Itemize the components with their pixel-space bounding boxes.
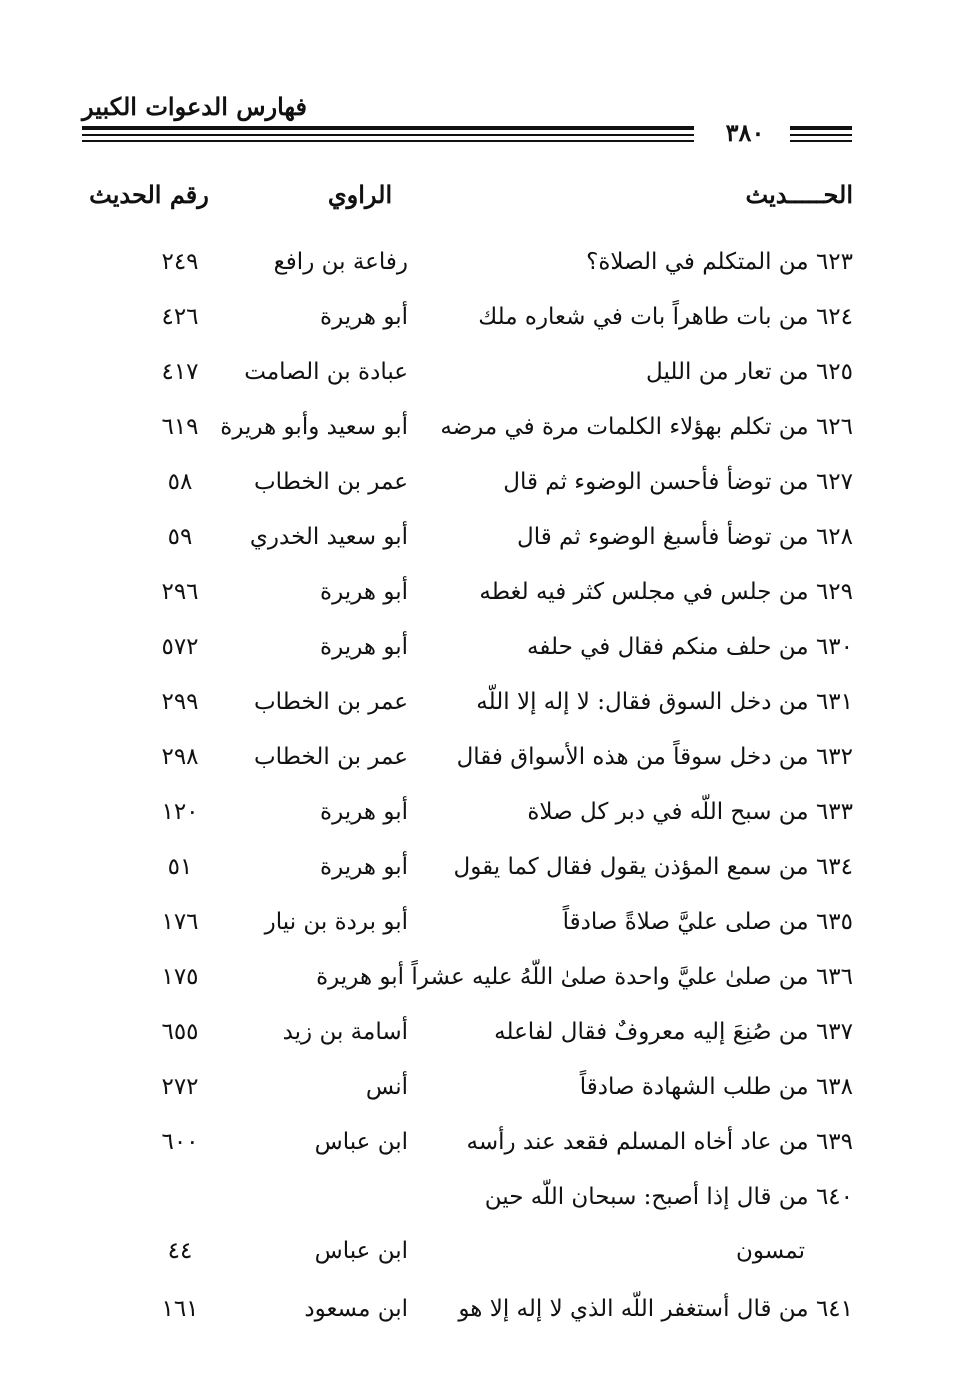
narrator-name: أبو سعيد الخدري bbox=[249, 524, 408, 550]
header-rule bbox=[790, 134, 852, 136]
header-rule bbox=[82, 140, 694, 142]
hadith-text: ٦٢٤ من بات طاهراً بات في شعاره ملك bbox=[478, 304, 853, 330]
column-header-number: رقم الحديث bbox=[89, 180, 209, 209]
hadith-number: ١٦١ bbox=[161, 1296, 199, 1322]
hadith-number: ٦٥٥ bbox=[161, 1019, 199, 1045]
hadith-text: ٦٣٨ من طلب الشهادة صادقاً bbox=[579, 1074, 853, 1100]
hadith-text: ٦٣٤ من سمع المؤذن يقول فقال كما يقول bbox=[453, 854, 853, 880]
page-number: ٣٨٠ bbox=[725, 118, 765, 147]
column-header-narrator: الراوي bbox=[327, 180, 393, 209]
table-row bbox=[0, 1118, 953, 1173]
table-row bbox=[0, 953, 953, 1008]
narrator-name: أبو هريرة bbox=[320, 304, 408, 330]
index-table bbox=[0, 238, 953, 1340]
table-row bbox=[0, 788, 953, 843]
narrator-name: أبو هريرة bbox=[320, 579, 408, 605]
hadith-number: ٢٩٦ bbox=[161, 579, 199, 605]
hadith-number: ٥١ bbox=[167, 854, 193, 880]
narrator-name: عمر بن الخطاب bbox=[253, 469, 408, 495]
table-row bbox=[0, 293, 953, 348]
narrator-name: أبو هريرة bbox=[320, 799, 408, 825]
hadith-text: ٦٣٧ من صُنِعَ إليه معروفٌ فقال لفاعله bbox=[494, 1019, 853, 1045]
narrator-name: ابن مسعود bbox=[304, 1296, 408, 1322]
table-row bbox=[0, 1173, 953, 1285]
hadith-number: ٤٢٦ bbox=[161, 304, 199, 330]
hadith-text: ٦٤١ من قال أستغفر اللّه الذي لا إله إلا هو bbox=[458, 1296, 853, 1322]
hadith-number: ٢٧٢ bbox=[161, 1074, 199, 1100]
table-row bbox=[0, 513, 953, 568]
header-rule bbox=[82, 134, 694, 136]
hadith-text: ٦٤٠ من قال إذا أصبح: سبحان اللّه حين bbox=[484, 1184, 853, 1210]
header-rule bbox=[790, 126, 852, 130]
table-row bbox=[0, 403, 953, 458]
table-row bbox=[0, 1285, 953, 1340]
column-header-hadith: الحـــــديث bbox=[745, 180, 853, 209]
hadith-text: ٦٣٣ من سبح اللّه في دبر كل صلاة bbox=[527, 799, 853, 825]
hadith-text: ٦٢٥ من تعار من الليل bbox=[646, 359, 853, 385]
hadith-text: ٦٣٢ من دخل سوقاً من هذه الأسواق فقال bbox=[456, 744, 853, 770]
hadith-text: ٦٣٦ من صلىٰ عليَّ واحدة صلىٰ اللّهُ عليه عشراً أبو هريرة bbox=[316, 964, 853, 990]
table-row bbox=[0, 1008, 953, 1063]
hadith-number: ٦٠٠ bbox=[161, 1129, 199, 1155]
hadith-text: ٦٣٠ من حلف منكم فقال في حلفه bbox=[527, 634, 853, 660]
narrator-name: ابن عباس bbox=[314, 1129, 408, 1155]
hadith-number: ٢٩٨ bbox=[161, 744, 199, 770]
table-row bbox=[0, 678, 953, 733]
hadith-text: ٦٢٦ من تكلم بهؤلاء الكلمات مرة في مرضه bbox=[440, 414, 853, 440]
hadith-number: ٤١٧ bbox=[161, 359, 199, 385]
hadith-number: ١٧٦ bbox=[161, 909, 199, 935]
narrator-name: أبو سعيد وأبو هريرة bbox=[220, 414, 408, 440]
narrator-name: عمر بن الخطاب bbox=[253, 689, 408, 715]
table-row bbox=[0, 733, 953, 788]
hadith-number: ١٧٥ bbox=[161, 964, 199, 990]
narrator-name: أسامة بن زيد bbox=[282, 1019, 408, 1045]
hadith-number: ٦١٩ bbox=[161, 414, 199, 440]
hadith-number: ٢٩٩ bbox=[161, 689, 199, 715]
table-row bbox=[0, 458, 953, 513]
hadith-text: ٦٢٣ من المتكلم في الصلاة؟ bbox=[586, 249, 853, 275]
table-row bbox=[0, 1063, 953, 1118]
hadith-number: ١٢٠ bbox=[161, 799, 199, 825]
hadith-text: ٦٣٥ من صلى عليَّ صلاةً صادقاً bbox=[562, 909, 853, 935]
hadith-text: ٦٢٧ من توضأ فأحسن الوضوء ثم قال bbox=[503, 469, 853, 495]
table-row bbox=[0, 623, 953, 678]
table-row bbox=[0, 843, 953, 898]
table-row bbox=[0, 898, 953, 953]
header-rule bbox=[790, 140, 852, 142]
narrator-name: ابن عباس bbox=[314, 1238, 408, 1264]
header-rule bbox=[82, 126, 694, 130]
narrator-name: رفاعة بن رافع bbox=[273, 249, 408, 275]
hadith-number: ٢٤٩ bbox=[161, 249, 199, 275]
hadith-number: ٥٨ bbox=[167, 469, 193, 495]
hadith-text-continuation: تمسون bbox=[736, 1238, 805, 1264]
hadith-text: ٦٢٩ من جلس في مجلس كثر فيه لغطه bbox=[479, 579, 853, 605]
table-row bbox=[0, 568, 953, 623]
hadith-text: ٦٢٨ من توضأ فأسبغ الوضوء ثم قال bbox=[517, 524, 853, 550]
hadith-number: ٤٤ bbox=[167, 1238, 193, 1264]
hadith-number: ٥٧٢ bbox=[161, 634, 199, 660]
hadith-text: ٦٣٩ من عاد أخاه المسلم فقعد عند رأسه bbox=[466, 1129, 853, 1155]
running-header-title: فهارس الدعوات الكبير bbox=[82, 92, 307, 121]
hadith-text: ٦٣١ من دخل السوق فقال: لا إله إلا اللّه bbox=[476, 689, 853, 715]
narrator-name: عمر بن الخطاب bbox=[253, 744, 408, 770]
narrator-name: أبو هريرة bbox=[320, 854, 408, 880]
narrator-name: أبو بردة بن نيار bbox=[264, 909, 408, 935]
narrator-name: عبادة بن الصامت bbox=[244, 359, 408, 385]
table-row bbox=[0, 348, 953, 403]
narrator-name: أنس bbox=[365, 1074, 408, 1100]
narrator-name: أبو هريرة bbox=[320, 634, 408, 660]
table-row bbox=[0, 238, 953, 293]
hadith-number: ٥٩ bbox=[167, 524, 193, 550]
